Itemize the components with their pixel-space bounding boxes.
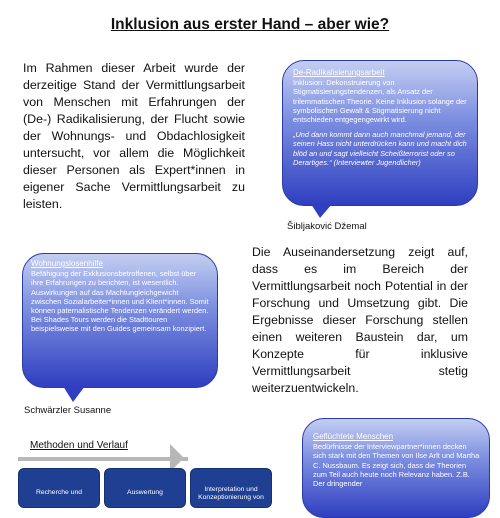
author-name: Schwärzler Susanne [24, 405, 112, 416]
bubble-heading: Wohnungslosenhilfe [31, 259, 103, 268]
process-arrow-shaft [18, 457, 188, 461]
bubble-tail [311, 204, 332, 218]
intro-paragraph: Im Rahmen dieser Arbeit wurde der derzeitige Stand der Vermittlungsarbeit von Menschen mit Erfahrungen der (De-) Radikalisierung, der Flucht sowie der Wohnungs- und Obdachlosigkeit untersucht, vor allem die Möglichkeit dieser Personen als Expert*innen in eigener Sache Vermittlungsarbeit zu leisten. [23, 61, 245, 211]
author-name: Šibljaković Džemal [287, 221, 367, 232]
poster-title: Inklusion aus erster Hand – aber wie? [110, 16, 390, 33]
bubble-quote: „Und dann kommt dann auch manchmal jemand, der seinen Hass nicht unterdrücken kann und macht dich blöd an und sagt vielleicht Scheißterrorist oder so Derartiges.“ (Interviewter Jugendlicher) [293, 130, 467, 167]
bubble-heading: Geflüchtete Menschen [313, 432, 394, 441]
process-step: Auswertung [104, 468, 186, 508]
speech-bubble-deradicalization [282, 60, 478, 206]
conclusion-paragraph: Die Auseinandersetzung zeigt auf, dass es im Bereich der Vermittlungsarbeit noch Potential in der Forschung und Umsetzung gibt. Die Ergebnisse dieser Forschung stellen einen weiteren Baustein dar, um Konzepte für inklusive Vermittlungsarbeit stetig weiterzuentwickeln. [252, 245, 468, 395]
bubble-text: Befähigung der Exklusionsbetroffenen, selbst über ihre Erfahrungen zu berichten, ist wesentlich. Auswirkungen auf das Machtungleichgewicht zwischen Sozialarbeiter*innen und Klient*innen. Somit können paternalistische Tendenzen verändert werden. Bei Shades Tours werden die Stadttouren beispielsweise mit den Guides gemeinsam konzipiert. [31, 269, 209, 334]
bubble-heading: De-Radikalisierungsarbeit [293, 68, 385, 77]
bubble-text: Bedürfnisse der Interviewpartner*innen decken sich stark mit den Themen von Ilse Arlt und Martha C. Nussbaum. Es zeigt sich, dass die Theorien zum Teil auch heute noch Relevanz haben. Z.B. Der dringender [313, 442, 480, 489]
process-step: Recherche und [18, 468, 100, 508]
speech-bubble-refugees [302, 418, 490, 518]
bubble-text: Inklusion: Dekonstruierung von Stigmatisierungstendenzen, als Ansatz der trilemmatischen Theorie. Keine Inklusion solange der symbolischen Gewalt & Stigmatisierung nicht entschieden entgegengewirkt wird. [293, 78, 467, 125]
bubble-tail [63, 386, 85, 402]
methods-heading: Methoden und Verlauf [30, 440, 128, 451]
speech-bubble-homelessness [22, 253, 218, 388]
process-step: Interpretation und Konzeptionierung von [190, 468, 272, 508]
